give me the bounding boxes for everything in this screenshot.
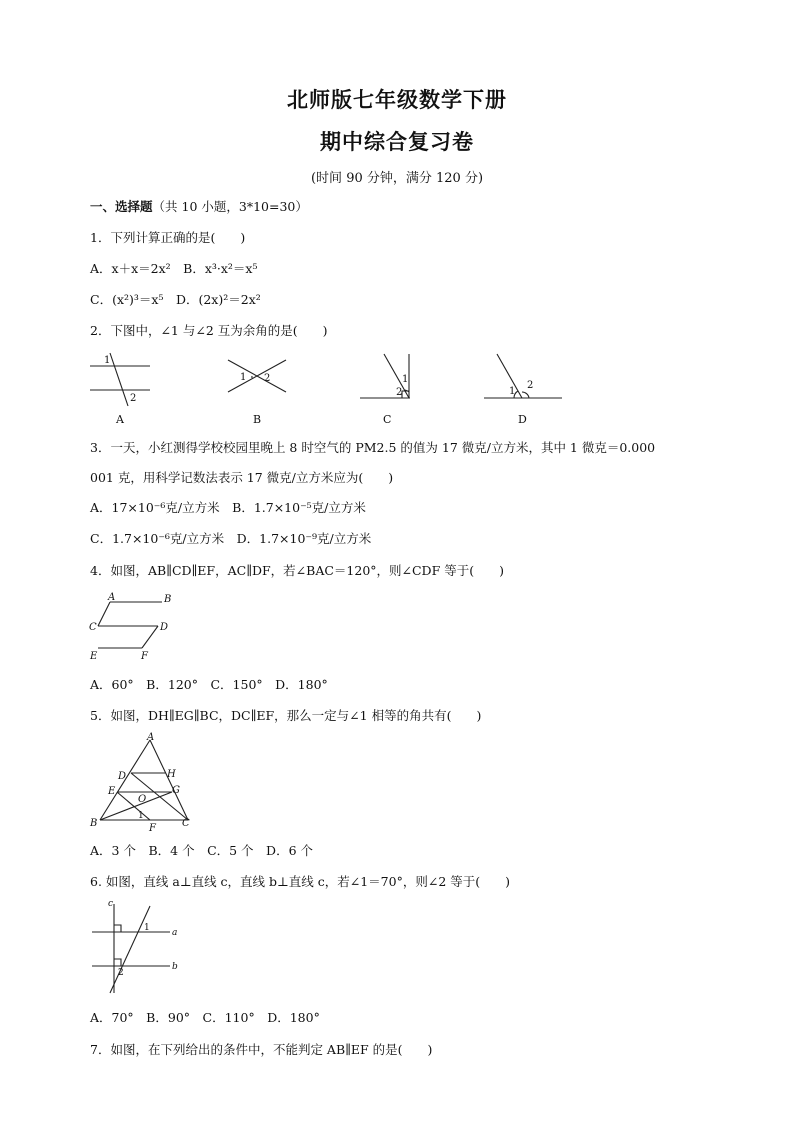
q7-stem: 7．如图，在下列给出的条件中，不能判定 AB∥EF 的是( ) — [90, 1042, 433, 1057]
q5-label-b: B — [90, 818, 98, 829]
q2-c-caption: C — [383, 413, 392, 426]
q4-label-a: A — [108, 592, 116, 603]
q2-stem: 2．下图中，∠1 与∠2 互为余角的是( ) — [90, 323, 328, 338]
q2-d-angle2-label: 2 — [527, 380, 534, 391]
q2-a-angle2-label: 2 — [130, 393, 137, 404]
q6-stem: 6. 如图，直线 a⊥直线 c，直线 b⊥直线 c，若∠1＝70°，则∠2 等于( ) — [90, 874, 510, 889]
page-title: 北师版七年级数学下册 — [287, 87, 507, 112]
q5-label-d: D — [118, 771, 127, 782]
q1-options-cd: C．(x²)³＝x⁵ D．(2x)²＝2x² — [90, 292, 261, 307]
q5-label-g: G — [172, 785, 180, 796]
q2-a-caption: A — [116, 413, 124, 426]
q5-label-h: H — [167, 769, 176, 780]
q5-label-f: F — [149, 823, 156, 834]
q2-figure-a — [90, 353, 150, 426]
q4-label-b: B — [164, 594, 172, 605]
q3-stem-line1: 3．一天，小红测得学校校园里晚上 8 时空气的 PM2.5 的值为 17 微克/立方米，其中 1 微克＝0.000 — [90, 440, 656, 455]
q6-figure — [88, 898, 188, 998]
q6-label-b: b — [172, 962, 178, 972]
q4-stem: 4．如图，AB∥CD∥EF，AC∥DF，若∠BAC＝120°，则∠CDF 等于( ) — [90, 563, 504, 578]
section-note: （共 10 小题，3*10=30） — [152, 199, 308, 214]
q2-c-angle1-label: 1 — [402, 374, 409, 385]
q2-d-caption: D — [518, 413, 527, 426]
q5-label-a: A — [147, 732, 155, 743]
q3-options-ab: A．17×10⁻⁶克/立方米 B．1.7×10⁻⁵克/立方米 — [90, 500, 366, 515]
q2-c-angle2-label: 2 — [396, 387, 403, 398]
q6-angle2-label: 2 — [118, 968, 124, 978]
q6-label-c: c — [108, 899, 114, 909]
q2-b-caption: B — [253, 413, 262, 426]
section-title: 一、选择题 — [90, 199, 153, 214]
q3-options-cd: C．1.7×10⁻⁶克/立方米 D．1.7×10⁻⁹克/立方米 — [90, 531, 372, 546]
q5-figure — [88, 732, 198, 834]
q2-figure-b — [228, 360, 286, 426]
q2-figure-c — [360, 354, 410, 426]
q1-options-ab: A．x＋x＝2x² B．x³·x²＝x⁵ — [90, 261, 258, 276]
q6-options: A．70° B．90° C．110° D．180° — [90, 1010, 320, 1025]
q4-options: A．60° B．120° C．150° D．180° — [90, 677, 328, 692]
q4-label-f: F — [141, 651, 148, 662]
exam-meta: (时间 90 分钟，满分 120 分) — [310, 171, 484, 186]
q1-stem: 1．下列计算正确的是( ) — [90, 230, 246, 245]
q6-label-a: a — [172, 928, 178, 938]
q3-stem-line2: 001 克，用科学记数法表示 17 微克/立方米应为( ) — [90, 470, 394, 485]
q5-options: A．3 个 B．4 个 C．5 个 D．6 个 — [90, 843, 314, 858]
q5-label-c: C — [182, 818, 190, 829]
q2-figures — [88, 348, 568, 428]
page-subtitle: 期中综合复习卷 — [320, 129, 474, 154]
q5-label-o: O — [138, 794, 147, 805]
q5-stem: 5．如图，DH∥EG∥BC，DC∥EF，那么一定与∠1 相等的角共有( ) — [90, 708, 482, 723]
q2-figure-d — [484, 354, 562, 426]
q5-angle1-label: 1 — [138, 811, 144, 821]
q2-d-angle1-label: 1 — [509, 386, 516, 397]
q6-angle1-label: 1 — [144, 923, 150, 933]
section-heading — [90, 199, 308, 215]
q4-label-e: E — [90, 651, 98, 662]
q4-label-c: C — [89, 622, 97, 633]
q5-label-e: E — [108, 786, 116, 797]
q2-b-angle1-label: 1 — [240, 372, 247, 383]
q2-a-angle1-label: 1 — [104, 355, 111, 366]
q4-label-d: D — [160, 622, 169, 633]
q4-figure — [88, 590, 188, 662]
q2-b-angle2-label: 2 — [264, 373, 271, 384]
